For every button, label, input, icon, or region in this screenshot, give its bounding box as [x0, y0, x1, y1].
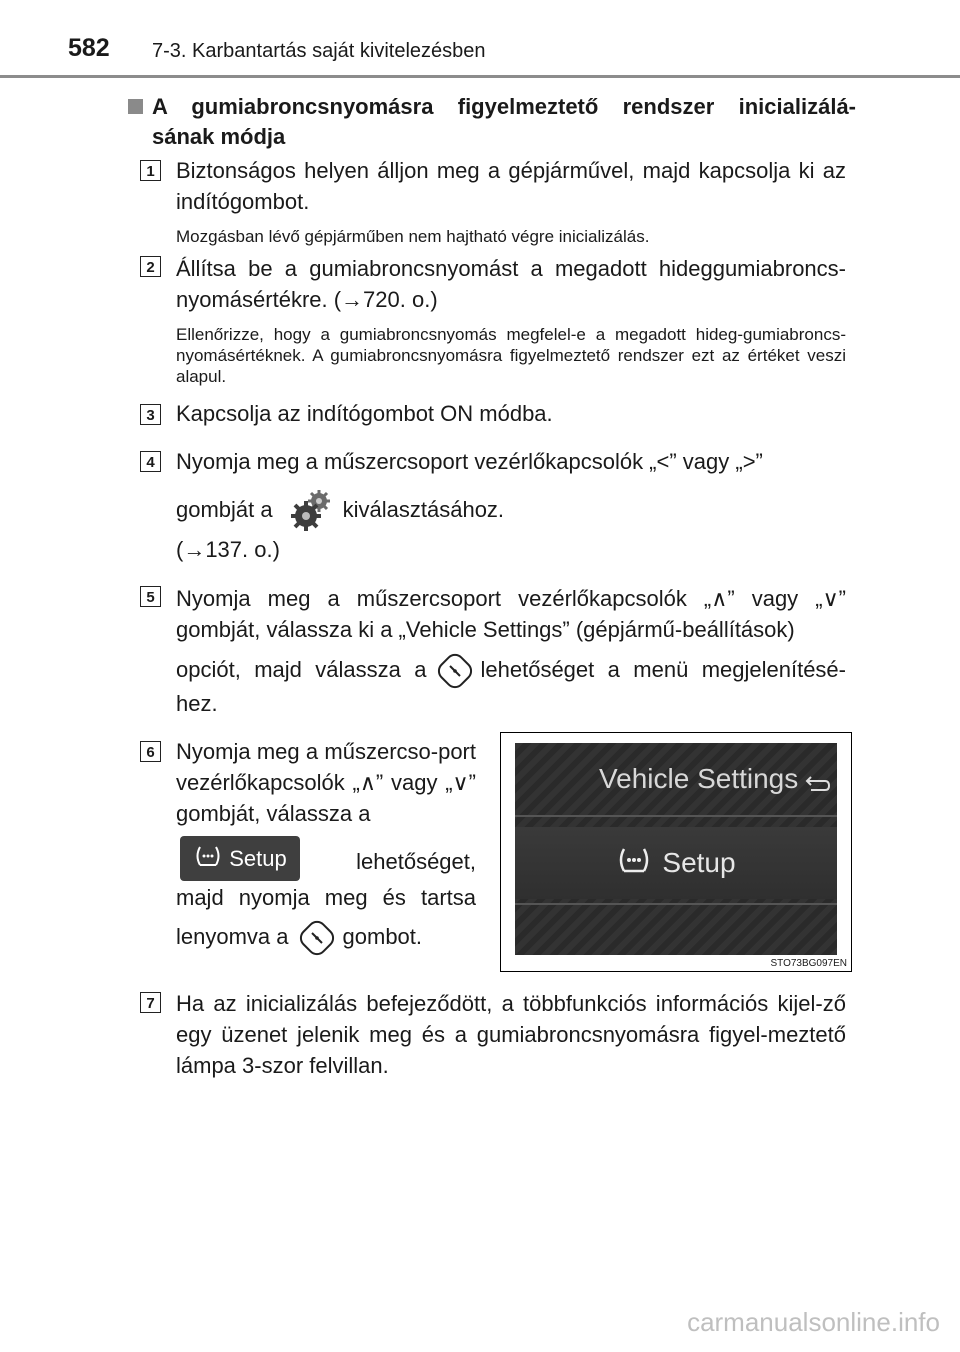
step-6-text-c: majd nyomja meg és tartsa: [176, 885, 476, 910]
step-5-line-2: [176, 650, 846, 690]
screen-menu-item-setup: [515, 827, 837, 899]
step-4-text-b: gombját a: [176, 497, 273, 522]
step-4-line-1: Nyomja meg a műszercsoport vezérlőkapcsolók „<” vagy „>”: [176, 449, 763, 474]
step-7-text: Ha az inicializálás befejeződött, a többfunkciós információs kijel-ző egy üzenet jelenik meg és a gumiabroncsnyomásra figyel-meztető lámpa 3-szor felvillan.: [176, 991, 846, 1078]
heading-line-1: A gumiabroncsnyomásra figyelmeztető rendszer inicializálá-: [152, 94, 856, 119]
step-number-6: 6: [140, 741, 161, 762]
step-6-text: Nyomja meg a műszercso-port vezérlőkapcsolók „∧” vagy „∨” gombját, válassza a: [176, 739, 476, 826]
figure-caption: STO73BG097EN: [770, 958, 847, 969]
running-header: 7-3. Karbantartás saját kivitelezésben: [152, 40, 486, 62]
step-4-line-2: [176, 488, 846, 533]
step-2-text: Állítsa be a gumiabroncsnyomást a megadott hideggumiabroncs-nyomásértékre. (→720. o.): [176, 256, 846, 312]
heading-line-2: sának módja: [152, 124, 286, 149]
step-number-5: 5: [140, 586, 161, 607]
page-number: 582: [68, 34, 110, 62]
ok-button-icon-2: [299, 920, 335, 956]
watermark: carmanualsonline.info: [687, 1307, 940, 1337]
screen-menu-item-label: Setup: [662, 847, 736, 878]
step-4-line-3: (→137. o.): [176, 537, 280, 562]
step-5-text-b: opciót, majd válassza a: [176, 657, 427, 682]
screen-title: Vehicle Settings: [599, 763, 799, 794]
header-rule: [0, 75, 960, 78]
step-5-text-c: lehetőséget a menü megjelenítésé-: [480, 657, 846, 682]
tire-pressure-icon-screen: [616, 846, 652, 881]
back-arrow-icon: [805, 773, 831, 793]
step-6-line-last: [176, 918, 476, 956]
step-4-text-c: kiválasztásához.: [342, 497, 505, 522]
screen-separator-2: [515, 903, 837, 905]
bullet-square-icon: [128, 99, 143, 114]
screen-separator: [515, 815, 837, 817]
step-number-3: 3: [140, 404, 161, 425]
step-2-note: Ellenőrizze, hogy a gumiabroncsnyomás megfelel-e a megadott hideg-gumiabroncs-nyomásértéknek. A gumiabroncsnyomásra figyelmeztető rendszer ezt az értéket veszi alapul.: [176, 325, 846, 386]
setup-badge-label: Setup: [229, 845, 287, 871]
step-6-text-d: lenyomva a: [176, 924, 289, 949]
display-screen: [515, 743, 837, 955]
step-number-4: 4: [140, 451, 161, 472]
step-1-text: Biztonságos helyen álljon meg a gépjárművel, majd kapcsolja ki az indítógombot.: [176, 158, 846, 214]
display-figure: [500, 732, 852, 972]
step-number-1: 1: [140, 160, 161, 181]
step-3-text: Kapcsolja az indítógombot ON módba.: [176, 401, 553, 426]
step-6-text-e: gombot.: [342, 924, 423, 949]
step-6-text-b: lehetőséget,: [356, 849, 476, 874]
step-5-line-3: hez.: [176, 691, 218, 716]
ok-button-icon: [437, 653, 473, 689]
step-number-7: 7: [140, 992, 161, 1013]
gear-icon: [289, 489, 333, 533]
step-1-note: Mozgásban lévő gépjárműben nem hajtható végre inicializálás.: [176, 227, 650, 246]
step-number-2: 2: [140, 256, 161, 277]
step-5-line-1: Nyomja meg a műszercsoport vezérlőkapcsolók „∧” vagy „∨” gombját, válassza ki a „Vehicle Settings” (gépjármű-beállítások): [176, 586, 846, 642]
